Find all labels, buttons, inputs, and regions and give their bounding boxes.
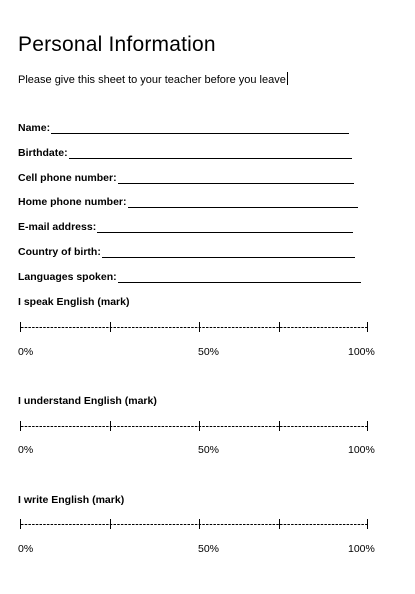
write-english-mid-label: 50% xyxy=(198,543,220,555)
country-of-birth-label: Country of birth: xyxy=(18,246,101,258)
country-of-birth-blank-line[interactable] xyxy=(102,247,355,258)
birthdate-blank-line[interactable] xyxy=(69,148,352,159)
page-title: Personal Information xyxy=(18,33,216,56)
languages-spoken-blank-line[interactable] xyxy=(118,272,361,283)
write-english-label: I write English (mark) xyxy=(18,494,125,506)
text-cursor xyxy=(287,72,288,85)
understand-english-max-label: 100% xyxy=(348,444,375,456)
speak-english-max-label: 100% xyxy=(348,346,375,358)
name-blank-line[interactable] xyxy=(51,123,349,134)
understand-english-mid-label: 50% xyxy=(198,444,220,456)
instruction-text-content: Please give this sheet to your teacher before you leave xyxy=(18,74,286,86)
understand-english-min-label: 0% xyxy=(18,444,34,456)
email-field[interactable] xyxy=(18,221,353,233)
home-phone-label: Home phone number: xyxy=(18,196,127,208)
cell-phone-blank-line[interactable] xyxy=(118,173,354,184)
home-phone-field[interactable] xyxy=(18,196,358,208)
speak-english-mid-label: 50% xyxy=(198,346,220,358)
speak-english-label: I speak English (mark) xyxy=(18,296,130,308)
name-label: Name: xyxy=(18,122,51,134)
birthdate-label: Birthdate: xyxy=(18,147,68,159)
cell-phone-field[interactable] xyxy=(18,172,354,184)
email-label: E-mail address: xyxy=(18,221,97,233)
name-field[interactable] xyxy=(18,122,349,134)
write-english-scale[interactable] xyxy=(18,518,370,530)
languages-spoken-field[interactable] xyxy=(18,271,361,283)
home-phone-blank-line[interactable] xyxy=(128,197,358,208)
speak-english-scale[interactable] xyxy=(18,321,370,333)
country-of-birth-field[interactable] xyxy=(18,246,355,258)
write-english-max-label: 100% xyxy=(348,543,375,555)
speak-english-min-label: 0% xyxy=(18,346,34,358)
email-blank-line[interactable] xyxy=(97,222,353,233)
languages-spoken-label: Languages spoken: xyxy=(18,271,117,283)
instruction-text xyxy=(18,72,288,86)
understand-english-scale[interactable] xyxy=(18,420,370,432)
understand-english-label: I understand English (mark) xyxy=(18,395,157,407)
cell-phone-label: Cell phone number: xyxy=(18,172,117,184)
birthdate-field[interactable] xyxy=(18,147,352,159)
write-english-min-label: 0% xyxy=(18,543,34,555)
